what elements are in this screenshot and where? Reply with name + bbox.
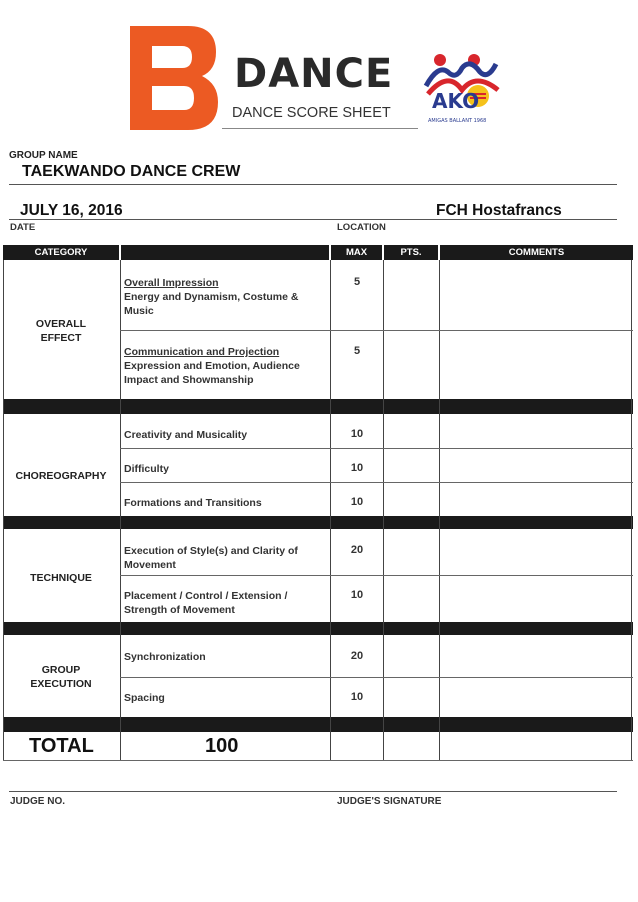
max-score: 10 <box>350 589 364 601</box>
criterion-execution: Execution of Style(s) and Clarity of Movement <box>124 545 298 571</box>
group-name-label: GROUP NAME <box>9 150 78 161</box>
group-name-line <box>9 184 617 185</box>
header-max: MAX <box>345 247 368 258</box>
judge-no-label: JUDGE NO. <box>10 796 66 807</box>
category-choreography: CHOREOGRAPHY <box>15 470 107 482</box>
row-line <box>120 330 633 331</box>
date-value[interactable]: JULY 16, 2016 <box>20 202 123 219</box>
category-line: EXECUTION <box>30 678 92 690</box>
section-divider <box>3 399 633 414</box>
criterion-overall-impression <box>124 276 329 318</box>
judge-signature-label: JUDGE'S SIGNATURE <box>337 796 442 807</box>
criterion-spacing: Spacing <box>124 692 165 704</box>
criterion-title: Overall Impression <box>124 277 219 289</box>
criterion-formations: Formations and Transitions <box>124 497 262 509</box>
max-score: 10 <box>350 428 364 440</box>
header-cell-criteria <box>121 245 329 260</box>
row-line <box>120 575 633 576</box>
section-divider <box>3 717 633 732</box>
grid-line <box>120 260 121 761</box>
ako-logo <box>418 50 508 130</box>
criterion-desc: Energy and Dynamism, Costume & Music <box>124 291 299 317</box>
grid-line <box>383 260 384 761</box>
category-line: OVERALL <box>35 318 87 330</box>
category-overall-effect <box>3 317 119 345</box>
total-value: 100 <box>205 735 239 757</box>
criterion-desc: Expression and Emotion, Audience Impact and Showmanship <box>124 360 300 386</box>
max-score: 20 <box>350 650 364 662</box>
badge-text: AKO <box>432 89 480 113</box>
header-title: DANCE <box>234 51 394 97</box>
category-line: EFFECT <box>40 332 82 344</box>
criterion-difficulty: Difficulty <box>124 463 169 475</box>
date-label: DATE <box>10 222 36 233</box>
criterion-placement: Placement / Control / Extension / Strength of Movement <box>124 590 288 616</box>
header-pts: PTS. <box>400 247 422 258</box>
location-value[interactable]: FCH Hostafrancs <box>436 202 562 219</box>
criterion-creativity: Creativity and Musicality <box>124 429 248 441</box>
judge-line <box>9 791 617 792</box>
max-score: 5 <box>353 276 361 288</box>
row-line <box>120 482 633 483</box>
badge-caption: AMIGAS BALLANT 1968 <box>428 118 487 124</box>
section-divider <box>3 622 633 635</box>
max-score: 10 <box>350 462 364 474</box>
section-divider <box>3 516 633 529</box>
grid-line <box>439 260 440 761</box>
category-line: GROUP <box>41 664 81 676</box>
grid-line <box>631 260 632 761</box>
header-subtitle: DANCE SCORE SHEET <box>232 105 391 121</box>
max-score: 5 <box>353 345 361 357</box>
max-score: 20 <box>350 544 364 556</box>
date-location-line <box>9 219 617 220</box>
category-technique: TECHNIQUE <box>30 572 92 584</box>
group-name-value[interactable]: TAEKWANDO DANCE CREW <box>22 163 241 180</box>
score-table <box>3 245 633 761</box>
brand-b-logo <box>130 26 220 130</box>
row-line <box>120 677 633 678</box>
row-line <box>3 760 633 761</box>
grid-line <box>330 260 331 761</box>
criterion-synchronization: Synchronization <box>124 651 206 663</box>
location-label: LOCATION <box>337 222 386 233</box>
max-score: 10 <box>350 691 364 703</box>
header-comments: COMMENTS <box>508 247 565 258</box>
criterion-title: Communication and Projection <box>124 346 280 358</box>
row-line <box>120 448 633 449</box>
header-category: CATEGORY <box>34 247 88 258</box>
max-score: 10 <box>350 496 364 508</box>
category-group-execution <box>3 663 119 691</box>
criterion-communication <box>124 345 329 387</box>
total-label: TOTAL <box>29 735 94 757</box>
